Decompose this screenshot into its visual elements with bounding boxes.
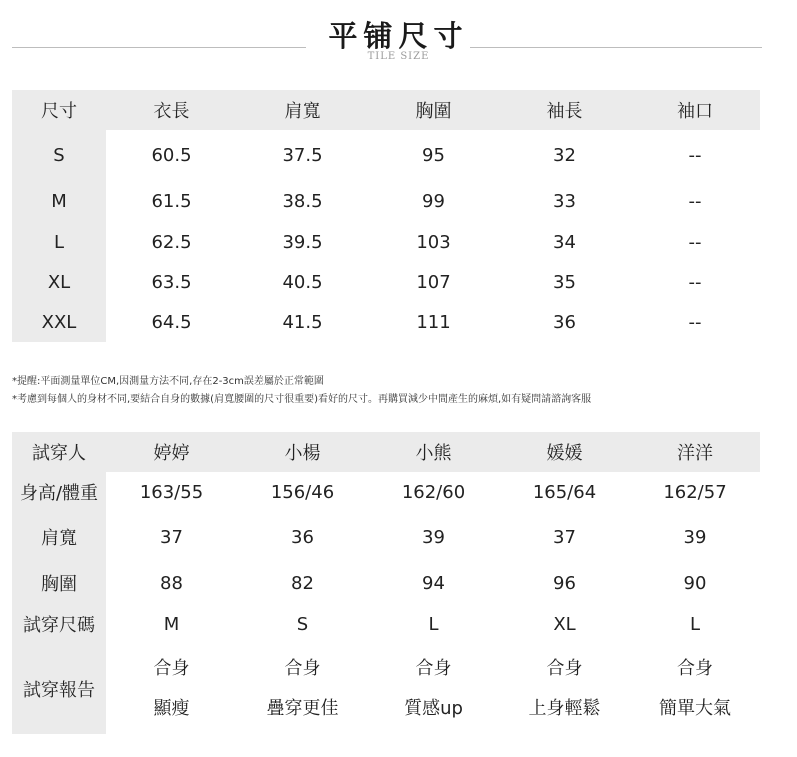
table-cell: 88 — [160, 572, 183, 594]
table-cell: L — [689, 613, 701, 635]
table-cell: 103 — [416, 231, 451, 253]
table-row — [12, 604, 760, 644]
table-cell: -- — [688, 311, 702, 333]
table-row — [12, 222, 760, 262]
table-cell: 64.5 — [151, 311, 192, 333]
report-cell — [368, 644, 499, 734]
table-cell: 37.5 — [282, 144, 323, 166]
table-cell: 165/64 — [532, 481, 597, 503]
table-row — [12, 562, 760, 604]
table-cell: 82 — [291, 572, 314, 594]
table-cell: 96 — [553, 572, 576, 594]
comment-text: 質感up — [404, 698, 463, 719]
page-title: 平铺尺寸 — [328, 19, 469, 53]
table-cell: 36 — [291, 526, 314, 548]
table-row — [12, 472, 760, 512]
table-row — [12, 180, 760, 222]
table-cell: 162/60 — [401, 481, 466, 503]
table-cell: 90 — [683, 572, 707, 594]
comment-text: 簡單大氣 — [659, 698, 731, 719]
table-cell: M — [163, 613, 180, 635]
column-header: 衣長 — [106, 90, 237, 130]
table-cell: 39.5 — [282, 231, 323, 253]
table-cell: 33 — [553, 190, 576, 212]
tryon-table — [12, 432, 760, 734]
column-header: 試穿人 — [12, 432, 106, 472]
table-cell: -- — [688, 231, 702, 253]
column-header: 尺寸 — [12, 90, 106, 130]
column-header: 肩寬 — [237, 90, 368, 130]
table-row — [12, 302, 760, 342]
size-label: XL — [12, 262, 106, 302]
table-cell: 60.5 — [151, 144, 192, 166]
model-name: 小熊 — [368, 432, 499, 472]
table-cell: 156/46 — [270, 481, 335, 503]
table-cell: 62.5 — [151, 231, 192, 253]
row-label: 肩寬 — [12, 512, 106, 562]
table-cell: 36 — [553, 311, 576, 333]
table-cell: 38.5 — [282, 190, 323, 212]
table-cell: 111 — [416, 311, 451, 333]
table-cell: -- — [688, 144, 702, 166]
table-cell: -- — [688, 190, 702, 212]
table-cell: 35 — [553, 271, 576, 293]
table-cell: XL — [553, 613, 576, 635]
fit-text: 合身 — [677, 658, 713, 679]
table-cell: 39 — [683, 526, 707, 548]
comment-text: 疊穿更佳 — [266, 698, 339, 719]
fit-text: 合身 — [546, 658, 583, 679]
table-cell: 63.5 — [151, 271, 192, 293]
table-cell: S — [296, 613, 309, 635]
tryon-table-header — [12, 432, 760, 472]
row-label: 試穿報告 — [12, 644, 106, 734]
table-cell: 94 — [422, 572, 445, 594]
row-label: 胸圍 — [12, 562, 106, 604]
model-name: 媛媛 — [499, 432, 630, 472]
model-name: 婷婷 — [106, 432, 237, 472]
column-header: 胸圍 — [368, 90, 499, 130]
comment-text: 上身輕鬆 — [528, 698, 601, 719]
table-row — [12, 262, 760, 302]
table-cell: 107 — [416, 271, 451, 293]
table-cell: 37 — [160, 526, 183, 548]
fit-text: 合身 — [153, 658, 190, 679]
table-cell: 37 — [553, 526, 576, 548]
table-cell: 95 — [422, 144, 445, 166]
table-cell: L — [428, 613, 439, 635]
comment-text: 顯瘦 — [153, 698, 190, 719]
report-cell — [237, 644, 368, 734]
table-cell: 162/57 — [663, 481, 727, 503]
table-row — [12, 130, 760, 180]
report-cell — [630, 644, 760, 734]
size-advice-note: *考慮到每個人的身材不同,要結合自身的數據(肩寬腰圍的尺寸很重要)看好的尺寸。再購買減少中間產生的麻煩,如有疑問請諮詢客服 — [12, 394, 592, 405]
row-label: 身高/體重 — [12, 472, 106, 512]
table-cell: 41.5 — [282, 311, 323, 333]
report-cell — [499, 644, 630, 734]
table-cell: 163/55 — [139, 481, 204, 503]
size-table — [12, 90, 760, 342]
fit-text: 合身 — [415, 658, 452, 679]
table-cell: 61.5 — [151, 190, 192, 212]
table-row — [12, 644, 760, 734]
row-label: 試穿尺碼 — [12, 604, 106, 644]
table-cell: 40.5 — [282, 271, 323, 293]
column-header: 袖長 — [499, 90, 630, 130]
report-cell — [106, 644, 237, 734]
model-name: 洋洋 — [630, 432, 760, 472]
table-cell: 32 — [553, 144, 576, 166]
size-label: L — [12, 222, 106, 262]
table-cell: 99 — [422, 190, 445, 212]
table-cell: 39 — [422, 526, 445, 548]
page-subtitle: TILE SIZE — [367, 51, 430, 62]
table-cell: 34 — [553, 231, 576, 253]
size-label: S — [12, 130, 106, 180]
measurement-note: *提醒:平面測量單位CM,因測量方法不同,存在2-3cm誤差屬於正常範圍 — [12, 376, 324, 387]
size-table-header — [12, 90, 760, 130]
table-cell: -- — [688, 271, 702, 293]
fit-text: 合身 — [284, 658, 321, 679]
column-header: 袖口 — [630, 90, 760, 130]
size-label: XXL — [12, 302, 106, 342]
table-row — [12, 512, 760, 562]
size-label: M — [12, 180, 106, 222]
model-name: 小楊 — [237, 432, 368, 472]
